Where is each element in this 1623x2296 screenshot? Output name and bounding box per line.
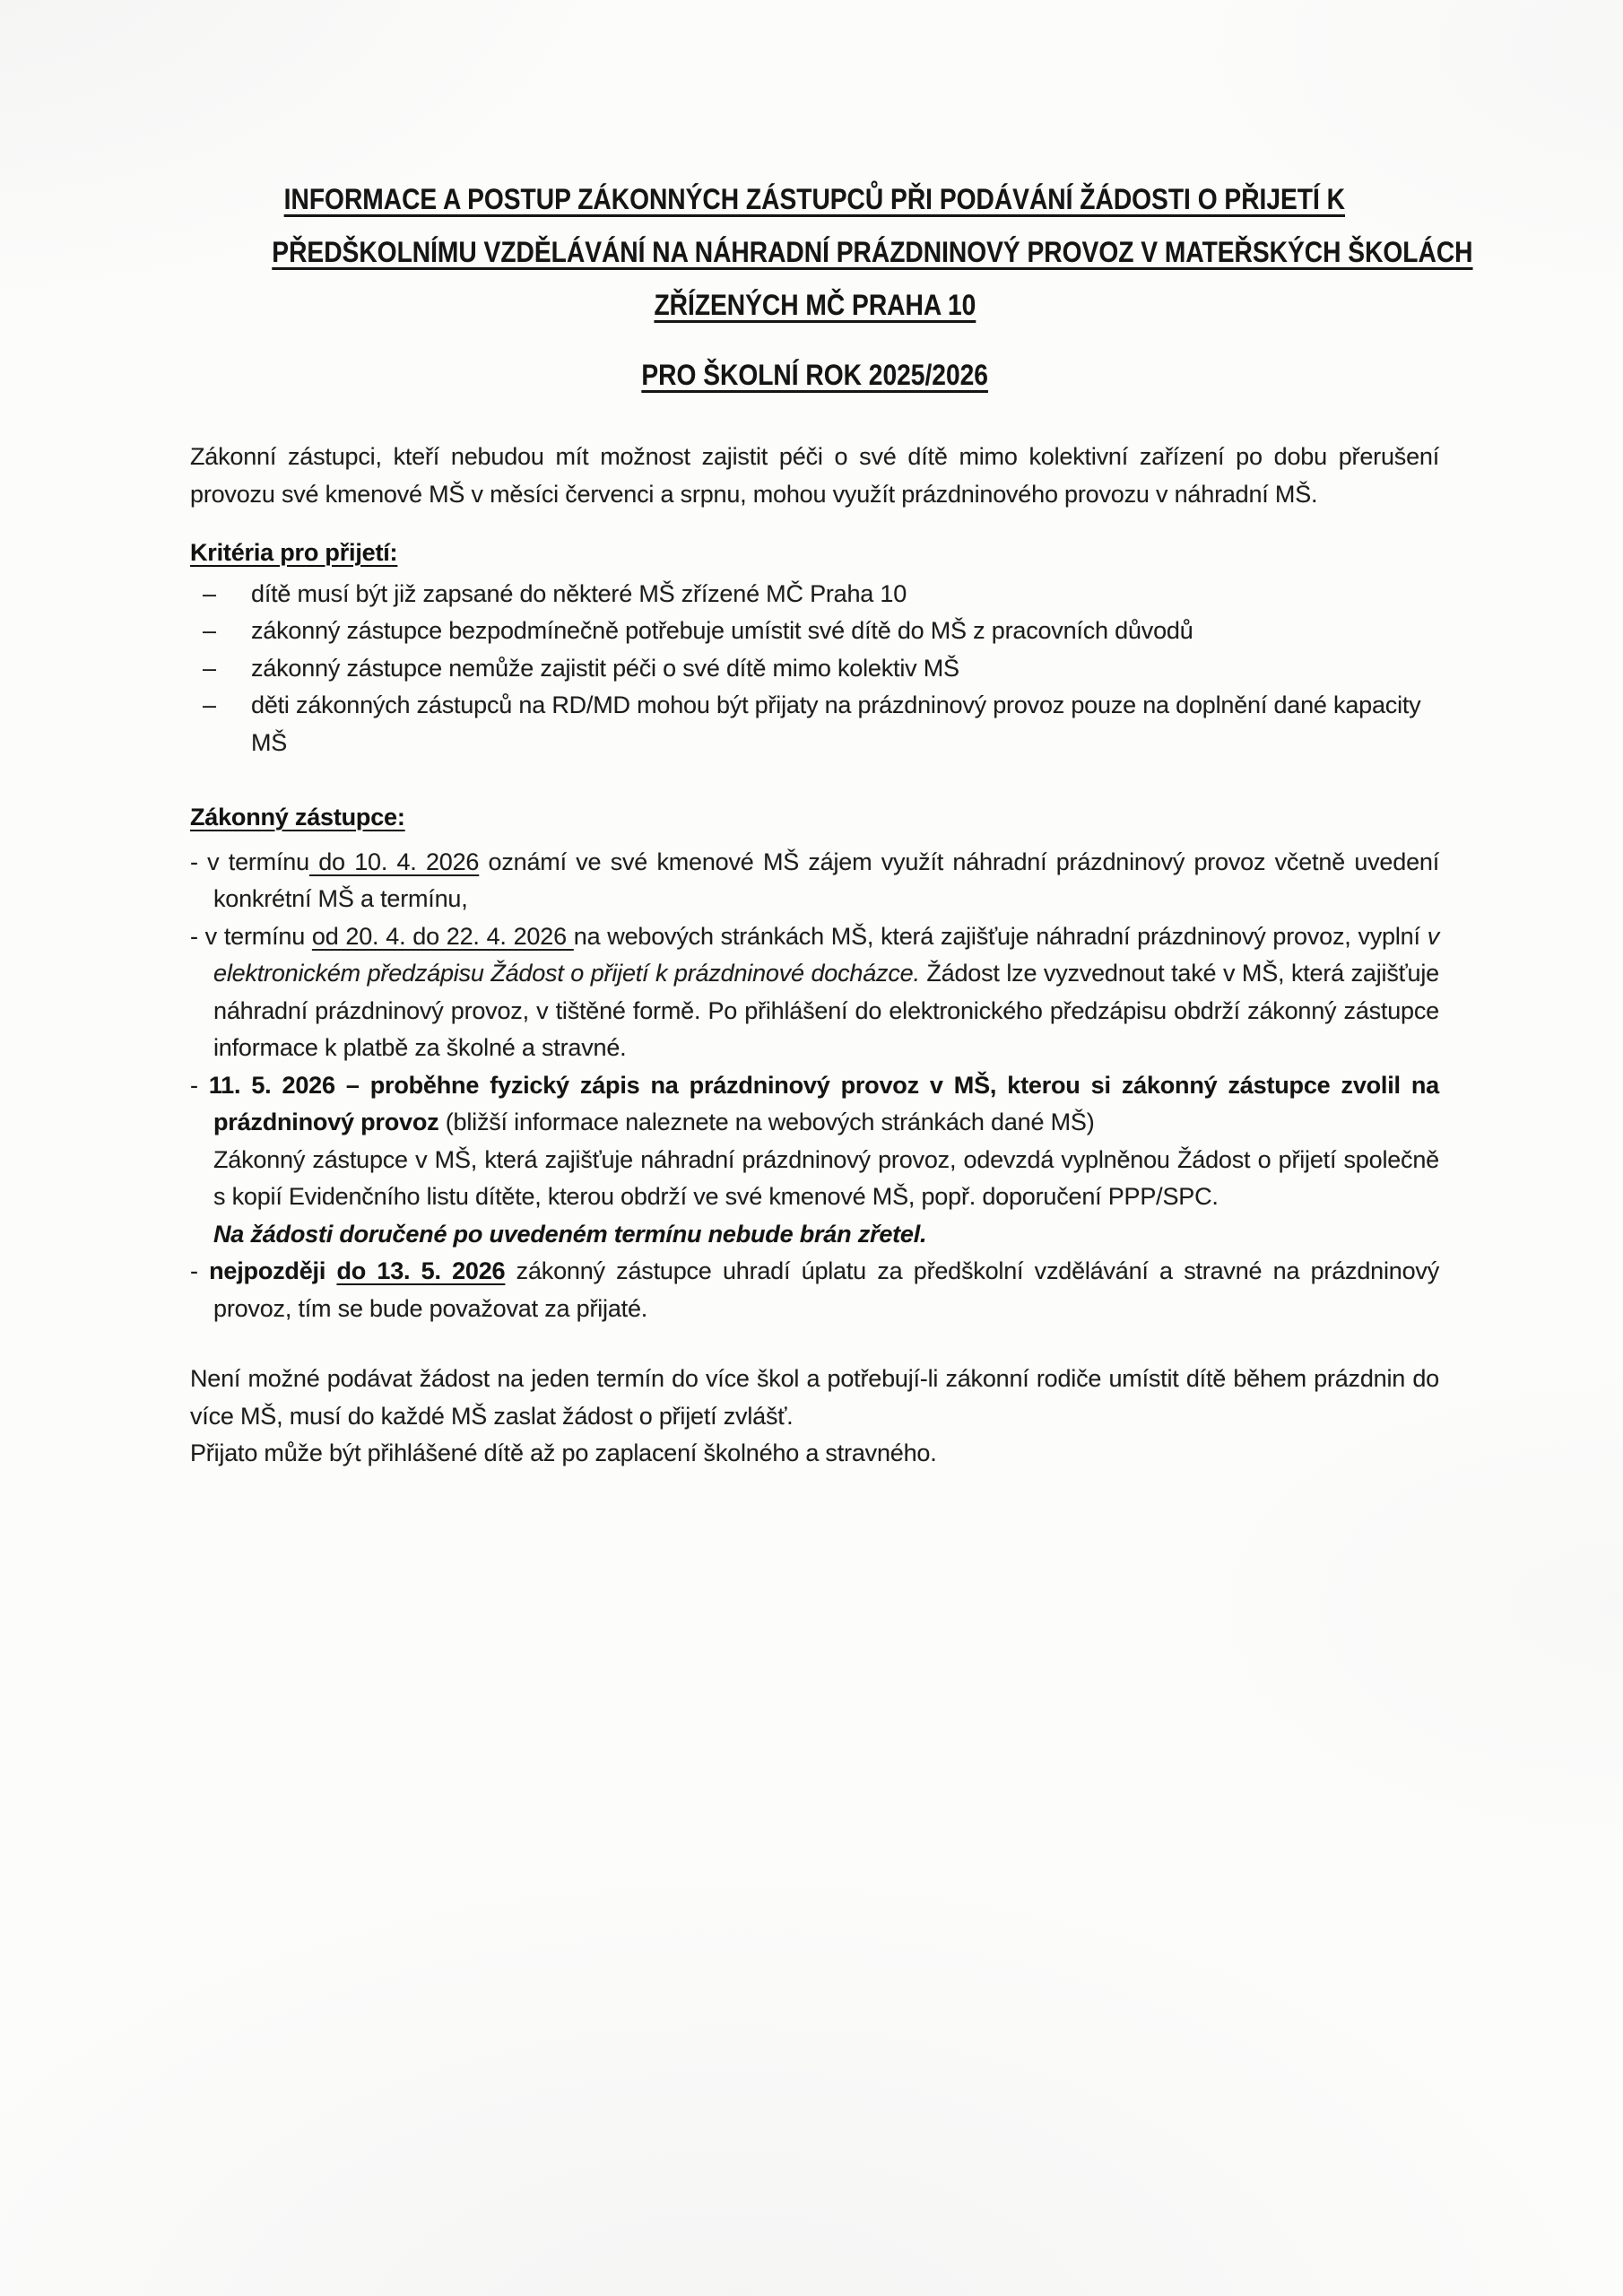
- criteria-item: [190, 613, 1439, 650]
- text-segment: do 10. 4. 2026: [308, 848, 480, 875]
- text-segment: 11. 5. 2026 – proběhne fyzický zápis na prázdninový provoz v MŠ, kterou si zákonný zástupce zvolil na prázdninový provoz: [208, 1071, 1439, 1135]
- closing-paragraph: Není možné podávat žádost na jeden termín do více škol a potřebují-li zákonní rodiče umístit dítě během prázdnin do více MŠ, musí do každé MŠ zaslat žádost o přijetí zvlášť.: [190, 1365, 1439, 1430]
- title-lines: [190, 176, 1473, 335]
- guardian-paragraph: [190, 1067, 1439, 1142]
- intro-paragraph: Zákonní zástupci, kteří nebudou mít možnost zajistit péči o své dítě mimo kolektivní zařízení po dobu přerušení provozu své kmenové MŠ v měsíci červenci a srpnu, mohou využít prázdninového provozu v náhradní MŠ.: [190, 443, 1439, 508]
- text-segment: - v termínu: [190, 922, 312, 950]
- guardian-heading: Zákonný zástupce:: [190, 804, 405, 831]
- criteria-item-text: dítě musí být již zapsané do některé MŠ zřízené MČ Praha 10: [251, 579, 907, 607]
- guardian-list: [190, 844, 1439, 1328]
- criteria-item: [190, 687, 1439, 761]
- document-title: [190, 176, 1473, 335]
- text-segment: na webových stránkách MŠ, která zajišťuje náhradní prázdninový provoz, vyplní: [573, 922, 1428, 950]
- text-segment: Na žádosti doručené po uvedeném termínu nebude brán zřetel.: [213, 1220, 927, 1248]
- text-segment: zákonný zástupce uhradí úplatu za předškolní vzdělávání a stravné na prázdninový provoz, tím se bude považovat za přijaté.: [213, 1257, 1440, 1322]
- subtitle-row: [190, 352, 1439, 404]
- criteria-item-text: zákonný zástupce bezpodmínečně potřebuje umístit své dítě do MŠ z pracovních důvodů: [251, 617, 1193, 644]
- criteria-heading: Kritéria pro přijetí:: [190, 539, 398, 566]
- text-segment: - v termínu: [190, 848, 309, 875]
- bullet-dash: –: [203, 579, 216, 607]
- text-segment: do 13. 5. 2026: [336, 1257, 506, 1284]
- criteria-list: [190, 576, 1439, 762]
- title-line-text: ZŘÍZENÝCH MČ PRAHA 10: [654, 289, 976, 321]
- bullet-dash: –: [203, 617, 216, 644]
- text-segment: od 20. 4. do 22. 4. 2026: [311, 922, 574, 950]
- title-line: [190, 229, 1473, 282]
- criteria-item-text: zákonný zástupce nemůže zajistit péči o své dítě mimo kolektiv MŠ: [251, 654, 959, 682]
- guardian-paragraph: [190, 918, 1439, 1067]
- bullet-dash: –: [203, 691, 216, 718]
- title-line: [190, 282, 1439, 335]
- text-segment: v elektronickém předzápisu Žádost o přijetí k prázdninové docházce.: [213, 922, 1439, 987]
- closing-block: [190, 1361, 1439, 1473]
- text-segment: nejpozději: [209, 1257, 337, 1284]
- guardian-paragraph: [190, 1142, 1439, 1216]
- criteria-item-text: děti zákonných zástupců na RD/MD mohou být přijaty na prázdninový provoz pouze na doplnění dané kapacity MŠ: [251, 691, 1421, 756]
- title-line: [190, 176, 1439, 229]
- text-segment: Žádost lze vyzvednout také v MŠ, která zajišťuje náhradní prázdninový provoz, v tištěné formě. Po přihlášení do elektronického předzápisu obdrží zákonný zástupce informace k platbě za školné a stravné.: [213, 960, 1439, 1061]
- guardian-paragraph: [190, 1253, 1439, 1327]
- criteria-item: [190, 650, 1439, 688]
- bullet-dash: –: [203, 654, 216, 682]
- text-segment: -: [190, 1257, 210, 1284]
- title-line-text: PŘEDŠKOLNÍMU VZDĚLÁVÁNÍ NA NÁHRADNÍ PRÁZDNINOVÝ PROVOZ V MATEŘSKÝCH ŠKOLÁCH: [272, 236, 1473, 268]
- text-segment: -: [190, 1071, 209, 1099]
- title-line-text: INFORMACE A POSTUP ZÁKONNÝCH ZÁSTUPCŮ PŘI PODÁVÁNÍ ŽÁDOSTI O PŘIJETÍ K: [283, 183, 1346, 215]
- document-subtitle: PRO ŠKOLNÍ ROK 2025/2026: [641, 359, 988, 391]
- criteria-item: [190, 576, 1439, 613]
- closing-paragraph: Přijato může být přihlášené dítě až po zaplacení školného a stravného.: [190, 1439, 937, 1466]
- guardian-paragraph: [190, 1216, 1439, 1254]
- text-segment: (bližší informace naleznete na webových stránkách dané MŠ): [438, 1109, 1095, 1135]
- text-segment: oznámí ve své kmenové MŠ zájem využít náhradní prázdninový provoz včetně uvedení konkrétní MŠ a termínu,: [213, 848, 1440, 912]
- text-segment: Zákonný zástupce v MŠ, která zajišťuje náhradní prázdninový provoz, odevzdá vyplněnou Žádost o přijetí společně s kopií Evidenčního listu dítěte, kterou obdrží ve své kmenové MŠ, popř. doporučení PPP/SPC.: [213, 1145, 1439, 1210]
- guardian-paragraph: [190, 844, 1439, 918]
